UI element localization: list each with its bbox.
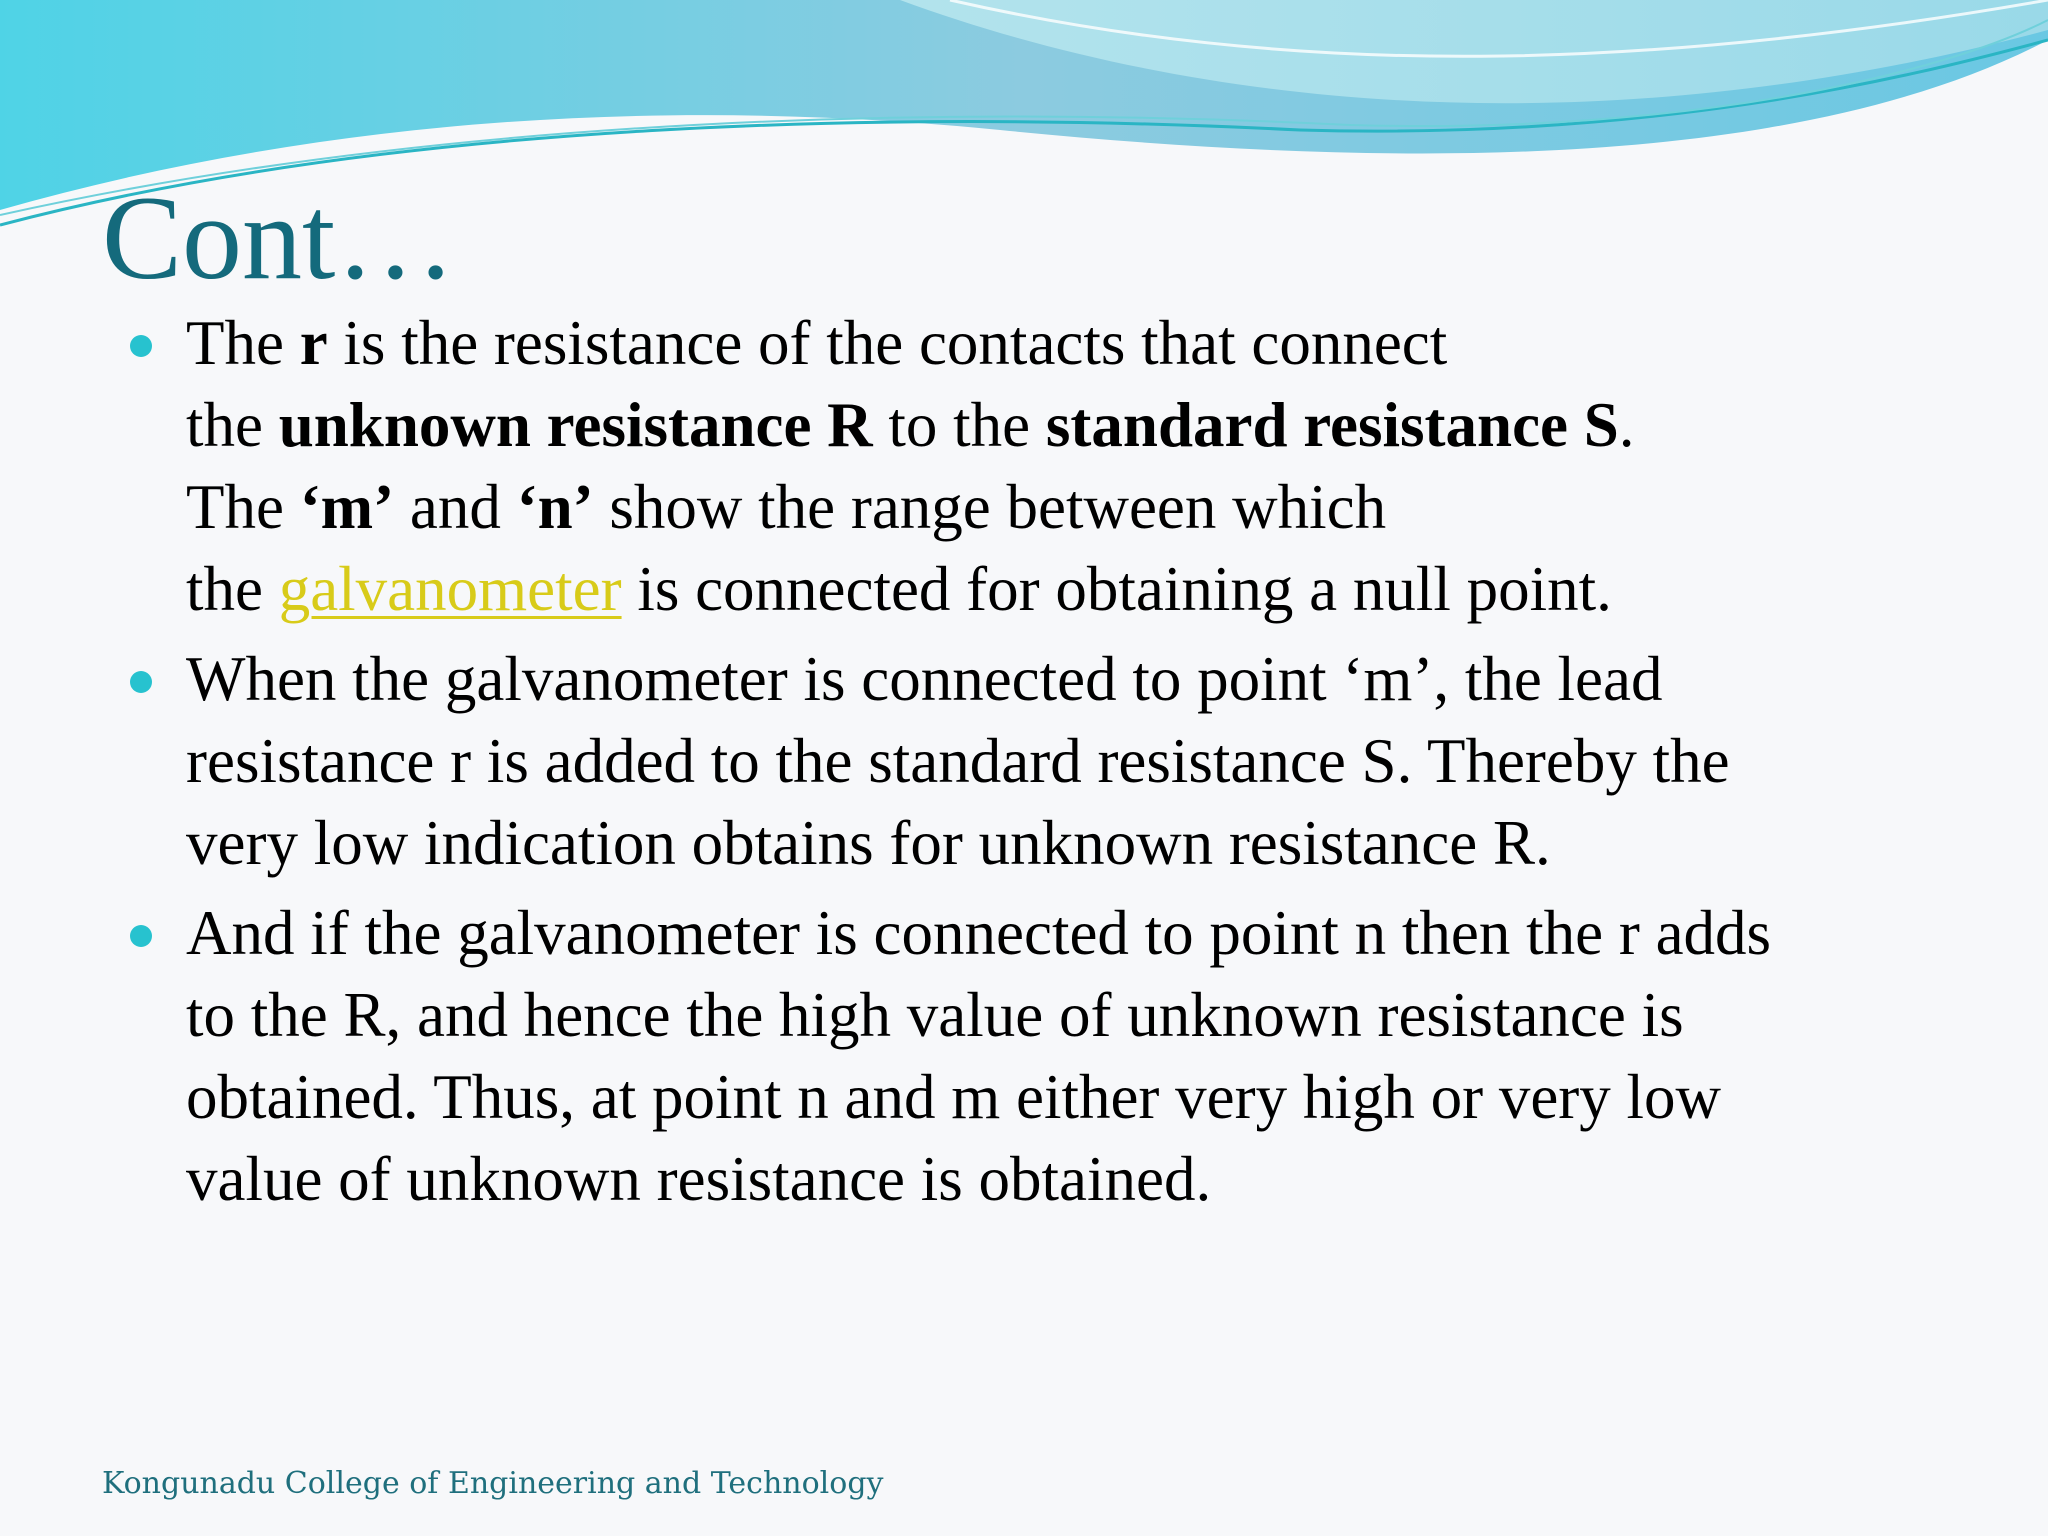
text-segment: the: [186, 554, 279, 624]
galvanometer-link[interactable]: galvanometer: [278, 554, 622, 624]
bullet-line: [186, 384, 1930, 466]
bullet-item: [130, 638, 1930, 884]
text-segment: the: [186, 390, 279, 460]
text-segment: resistance r is added to the standard resistance S. Thereby the: [186, 726, 1730, 796]
bullet-line: [186, 1056, 1930, 1138]
bullet-line: [186, 974, 1930, 1056]
bullet-list: [130, 302, 1930, 1228]
bullet-line: [186, 638, 1930, 720]
text-segment: obtained. Thus, at point n and m either very high or very low: [186, 1062, 1722, 1132]
bullet-line: [186, 548, 1930, 630]
bullet-line: [186, 892, 1930, 974]
bullet-line: [186, 802, 1930, 884]
text-segment: And if the galvanometer is connected to point n then the r adds: [186, 898, 1772, 968]
text-segment: and: [394, 472, 517, 542]
slide-title: Cont…: [102, 171, 456, 304]
text-segment: to the R, and hence the high value of unknown resistance is: [186, 980, 1684, 1050]
bold-term: unknown resistance R: [278, 390, 873, 460]
bullet-dot-icon: [130, 671, 152, 693]
footer-institution: Kongunadu College of Engineering and Technology: [102, 1466, 884, 1501]
text-segment: is connected for obtaining a null point.: [621, 554, 1612, 624]
bullet-dot-icon: [130, 335, 152, 357]
bullet-line: [186, 466, 1930, 548]
text-segment: to the: [872, 390, 1046, 460]
bold-term: ‘n’: [516, 472, 594, 542]
text-segment: .: [1618, 390, 1635, 460]
bullet-dot-icon: [130, 925, 152, 947]
text-segment: is the resistance of the contacts that connect: [327, 308, 1448, 378]
bold-term: r: [299, 308, 328, 378]
bold-term: standard resistance S: [1045, 390, 1619, 460]
text-segment: show the range between which: [593, 472, 1387, 542]
text-segment: The: [186, 472, 300, 542]
bullet-line: [186, 1138, 1930, 1220]
bullet-line: [186, 720, 1930, 802]
text-segment: value of unknown resistance is obtained.: [186, 1144, 1212, 1214]
text-segment: The: [186, 308, 300, 378]
text-segment: very low indication obtains for unknown resistance R.: [186, 808, 1551, 878]
bullet-line: [186, 302, 1930, 384]
bold-term: ‘m’: [299, 472, 395, 542]
bullet-item: [130, 302, 1930, 630]
bullet-item: [130, 892, 1930, 1220]
text-segment: When the galvanometer is connected to point ‘m’, the lead: [186, 644, 1663, 714]
